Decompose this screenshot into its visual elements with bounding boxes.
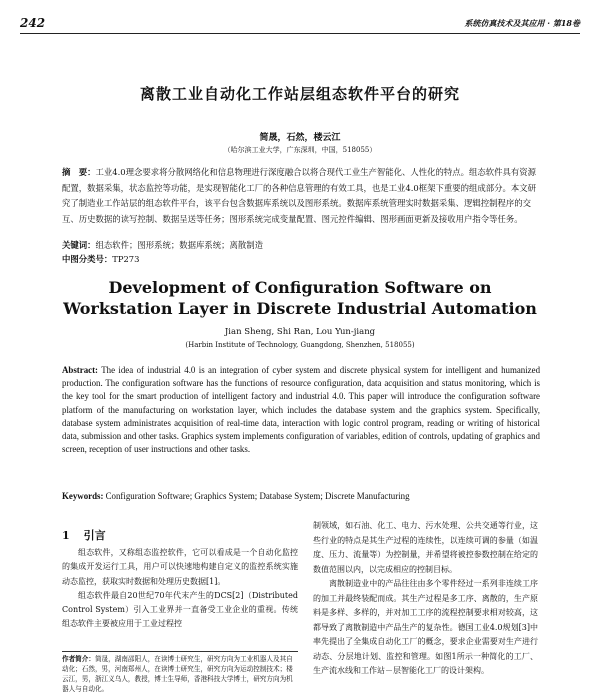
english-keywords-label: Keywords:: [62, 491, 104, 501]
header-rule: [20, 33, 580, 34]
footnote-rule: [62, 651, 298, 652]
chinese-clc-text: TP273: [112, 254, 140, 264]
english-title: Development of Configuration Software on Workstation Layer in Discrete Industrial Automation: [63, 278, 537, 318]
chinese-abstract-label: 摘 要：: [62, 167, 96, 177]
left-paragraph-1: 组态软件，又称组态监控软件，它可以看成是一个自动化监控的集成开发运行工具，用户可以快速地构建自定义的监控系统实施动态监控，获取实时数据和处理历史数据[1]。: [62, 548, 298, 586]
chinese-title: 离散工业自动化工作站层组态软件平台的研究: [139, 85, 460, 103]
page-number: 242: [20, 16, 46, 30]
footnote-label: 作者简介：: [62, 655, 95, 663]
running-head: 系统仿真技术及其应用 · 第18卷: [464, 18, 580, 28]
chinese-keywords-text: 组态软件；图形系统；数据库系统；离散制造: [95, 240, 263, 250]
section-title: 引言: [83, 529, 106, 542]
english-abstract-text: The idea of industrial 4.0 is an integration of cyber system and discrete physical system for intelligent and humanized production. The configuration software has the functions of resource configuration, data acquisition and status monitoring, which is the key tool for the smart production of intelligent factory and industrial 4.0. This paper will introduce the configuration software platform of the manufacturing on workstation layer, which includes the database system and the graphics system. Specifically, database system administrates acquisition of real-time data, interaction with logic control program, reading or writing of historical data, submission and other tasks. Graphics system implements configuration of variables, edition of controls, updating of graphics and screen, reception of user instructions and other tasks.: [62, 365, 541, 455]
english-keywords-text: Configuration Software; Graphics System; Database System; Discrete Manufacturing: [105, 491, 410, 501]
chinese-clc-label: 中图分类号：: [62, 254, 113, 264]
chinese-affiliation: （哈尔滨工业大学，广东深圳，中国，518055）: [223, 146, 377, 154]
english-affiliation: (Harbin Institute of Technology, Guangdong, Shenzhen, 518055): [185, 341, 415, 349]
english-abstract: [62, 364, 540, 456]
author-footnote: [62, 654, 298, 694]
footnote-text: 简晟，湖南邵阳人，在读博士研究生，研究方向为工业机器人及其自动化；石然，男，河南郑州人，在读博士研究生，研究方向为运动控制技术；楼云江，男，浙江义乌人，教授，博士生导师，香港科技大学博士，研究方向为机器人与自动化。: [62, 655, 293, 693]
english-authors: Jian Sheng, Shi Ran, Lou Yun-jiang: [224, 327, 376, 337]
right-paragraph-2: 离散制造业中的产品往往由多个零件经过一系列非连续工序的加工并最终装配而成。其生产过程是多工序、离散的，生产原料是多样、多样的，并对加工工序的流程控制要求相对较高，这都导致了离散制造中产品生产的复杂性。德国工业4.0规划[3]中率先提出了全集成自动化工厂的概念，要求企业需要对生产进行动态、分层地计划、监控和管理。如图1所示一种简化的工厂、生产流水线和工作站－层智能化工厂的设计架构。: [313, 579, 538, 675]
right-column: [313, 519, 538, 679]
chinese-abstract-text: 工业4.0理念要求将分散网络化和信息物理进行深度融合以将合现代工业生产智能化、人性化的特点。组态软件具有资源配置，数据采集，状态监控等功能，是实现智能化工厂的各种信息管理的有效工具，也是工业4.0框架下重要的组成部分。本文研究了制造业工作站层的组态软件平台，该平台包含数据库系统以及图形系统。数据库系统管理实时数据采集、逻辑控制程序的交互、历史数据的读写控制、数据呈送等任务；图形系统完成变量配置、图元控件编辑、图形画面更新及接收用户指令等任务。: [62, 167, 536, 224]
english-keywords: [62, 491, 540, 501]
chinese-authors: 简晟，石然，楼云江: [259, 133, 341, 143]
chinese-classification: [62, 253, 540, 266]
chinese-abstract: [62, 165, 540, 227]
left-paragraph-2: 组态软件最自20世纪70年代末产生的DCS[2]（Distributed Control System）引入工业界并一直备受工业企业的重视。传统组态软件主要被应用于工业过程控: [62, 590, 298, 629]
english-abstract-label: Abstract:: [62, 365, 98, 375]
section-heading: [62, 527, 120, 543]
chinese-keywords-label: 关键词：: [62, 240, 96, 250]
left-column: [62, 546, 298, 632]
right-paragraph-1: 制领域，如石油、化工、电力、污水处理、公共交通等行业，这些行业的特点是其生产过程的连续性，以连续可调的参量（如温度、压力、流量等）为控制量，并希望将被控参数控制在给定的数值范围以内，以完成相应的控制目标。: [313, 521, 538, 574]
section-number: 1: [62, 529, 70, 542]
chinese-keywords: [62, 239, 540, 252]
